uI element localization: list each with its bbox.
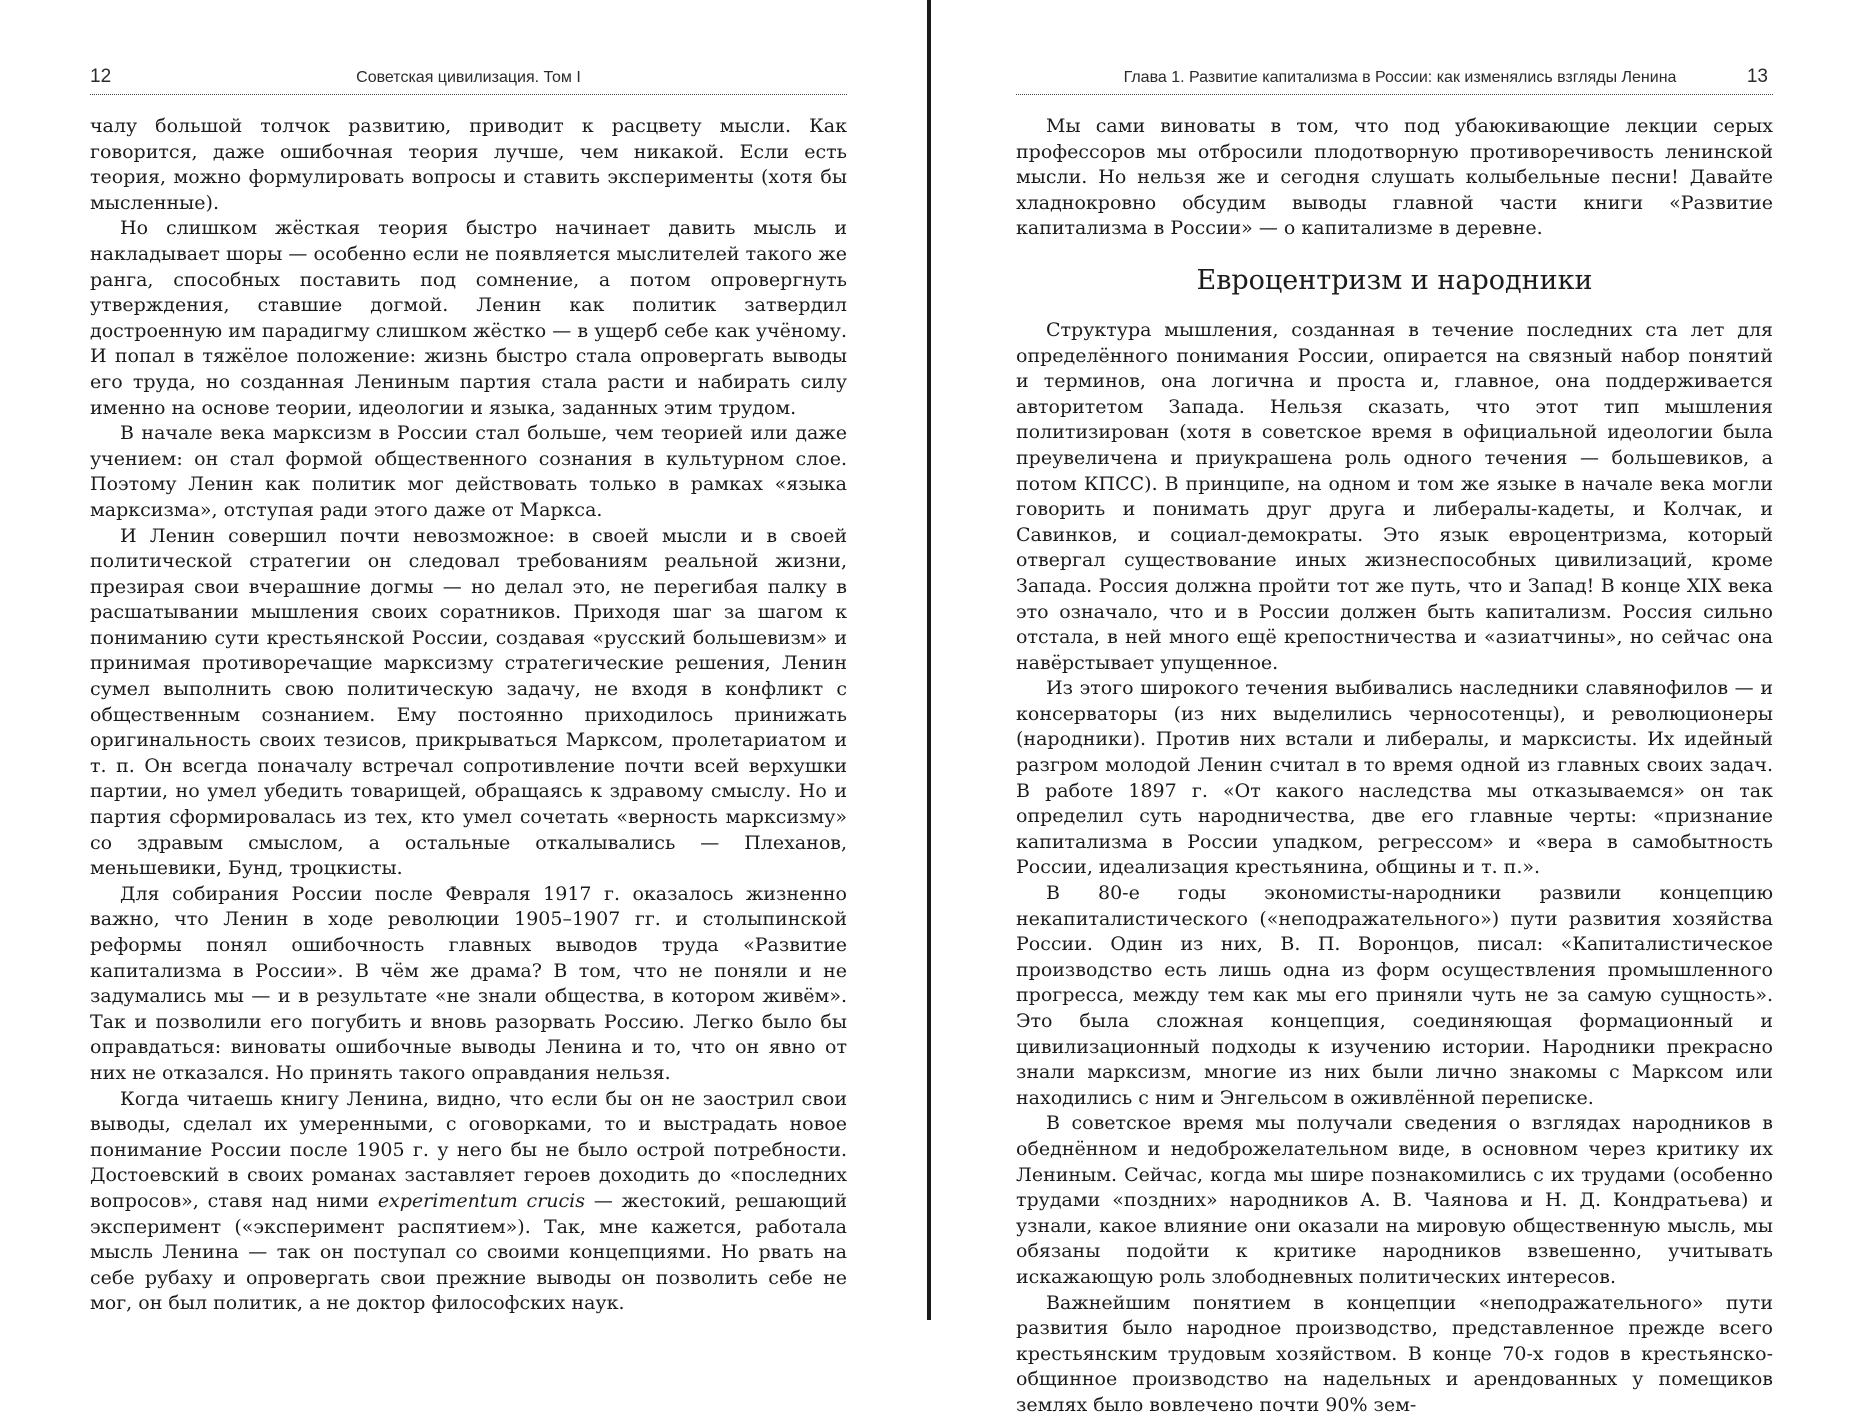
paragraph: Для собирания России после Февраля 1917 г. оказалось жизненно важно, что Ленин в ходе революции 1905–1907 гг. и столыпинской реформы понял ошибочность главных выводов труда «Развитие капитализма в России». В чём же драма? В том, что не поняли и не задумались мы — и в результате «не знали общества, в котором живём». Так и позволили его погубить и вновь разорвать Россию. Легко было бы оправдаться: виноваты ошибочные выводы Ленина и то, что он явно от них не отказался. Но принять такого оправдания нельзя. bbox=[90, 882, 847, 1084]
right-running-title: Глава 1. Развитие капитализма в России: как изменялись взгляды Ленина bbox=[1123, 69, 1677, 86]
section-heading: Евроцентризм и народники bbox=[1196, 264, 1593, 296]
paragraph: И Ленин совершил почти невозможное: в своей мысли и в своей политической стратегии он следовал требованиям реальной жизни, презирая свои вчерашние догмы — но делал это, не перегибая палку в расшатывании мышления своих соратников. Приходя шаг за шагом к пониманию сути крестьянской России, создавая «русский большевизм» и принимая противоречащие марксизму стратегические решения, Ленин сумел выполнить свою политическую задачу, не входя в конфликт с общественным сознанием. Ему постоянно приходилось принижать оригинальность своих тезисов, прикрываться Марксом, пролетариатом и т. п. Он всегда поначалу встречал сопротивление почти всей верхушки партии, но умел убедить товарищей, обращаясь к здравому смыслу. Но и партия сформировалась из тех, кто умел сочетать «верность марксизму» со здравым смыслом, а остальные откалывались — Плеханов, меньшевики, Бунд, троцкисты. bbox=[90, 524, 847, 880]
left-running-title: Советская цивилизация. Том I bbox=[356, 69, 581, 86]
paragraph-text: Когда читаешь книгу Ленина, видно, что если бы он не заострил свои выводы, сделал их умеренными, с оговорками, то и выстрадать новое понимание России после 1905 г. у него бы не было острой потребности. Достоевский в своих романах заставляет героев доходить до «последних вопросов», ставя над ними bbox=[90, 1087, 847, 1212]
latin-term: experimentum crucis bbox=[377, 1189, 585, 1212]
paragraph-text: — жестокий, решающий эксперимент («эксперимент распятием»). Так, мне кажется, работала мысль Ленина — так он поступал со своими концепциями. Но рвать на себе рубаху и опровергать свои прежние выводы он позволить себе не мог, он был политик, а не доктор философских наук. bbox=[90, 1189, 847, 1315]
paragraph: Но слишком жёсткая теория быстро начинает давить мысль и накладывает шоры — особенно если не появляется мыслителей такого же ранга, способных поставить под сомнение, а потом опровергнуть утверждения, ставшие догмой. Ленин как политик затвердил достроенную им парадигму слишком жёстко — в ущерб себе как учёному. И попал в тяжёлое положение: жизнь быстро стала опровергать выводы его труда, но созданная Лениным партия стала расти и набирать силу именно на основе теории, идеологии и языка, заданных этим трудом. bbox=[90, 217, 847, 419]
paragraph: Мы сами виноваты в том, что под убаюкивающие лекции серых профессоров мы отбросили плодотворную противоречивость ленинской мысли. Но нельзя же и сегодня слушать колыбельные песни! Давайте хладнокровно обсудим выводы главной части книги «Развитие капитализма в России» — о капитализме в деревне. bbox=[1016, 115, 1773, 240]
paragraph: В начале века марксизм в России стал больше, чем теорией или даже учением: он стал формой общественного сознания в культурном слое. Поэтому Ленин как политик мог действовать только в рамках «языка марксизма», отступая ради этого даже от Маркса. bbox=[90, 422, 847, 521]
left-page bbox=[90, 0, 847, 1320]
paragraph: В советское время мы получали сведения о взглядах народников в обеднённом и недоброжелательном виде, в основном через критику их Лениным. Сейчас, когда мы шире познакомились с их трудами (особенно трудами «поздних» народников А. В. Чаянова и Н. Д. Кондратьева) и узнали, какое влияние они оказали на мировую общественную мысль, мы обязаны подойти к критике народников взвешенно, учитывать искажающую роль злободневных политических интересов. bbox=[1016, 1112, 1773, 1288]
left-running-header bbox=[90, 64, 847, 95]
paragraph: чалу большой толчок развитию, приводит к расцвету мысли. Как говорится, даже ошибочная теория лучше, чем никакой. Если есть теория, можно формулировать вопросы и ставить эксперименты (хотя бы мысленные). bbox=[90, 115, 847, 214]
left-body-text bbox=[90, 114, 847, 1317]
paragraph bbox=[90, 1087, 847, 1317]
right-page-number: 13 bbox=[1746, 66, 1768, 87]
right-running-header bbox=[1016, 64, 1773, 95]
left-page-number: 12 bbox=[90, 66, 112, 87]
paragraph: В 80-е годы экономисты-народники развили концепцию некапиталистического («неподражательного») пути развития хозяйства России. Один из них, В. П. Воронцов, писал: «Капиталистическое производство есть лишь одна из форм осуществления промышленного прогресса, между тем как мы его приняли чуть не за самую сущность». Это была сложная концепция, соединяющая формационный и цивилизационный подходы к изучению истории. Народники прекрасно знали марксизм, многие из них были лично знакомы с Марксом или находились с ним и Энгельсом в оживлённой переписке. bbox=[1016, 882, 1773, 1109]
page-spread-divider bbox=[927, 0, 931, 1320]
right-page bbox=[1016, 0, 1773, 1416]
paragraph: Из этого широкого течения выбивались наследники славянофилов — и консерваторы (из них выделились черносотенцы), и революционеры (народники). Против них встали и либералы, и марксисты. Их идейный разгром молодой Ленин считал в то время одной из главных своих задач. В работе 1897 г. «От какого наследства мы отказываемся» он так определил суть народничества, две его главные черты: «признание капитализма в России упадком, регрессом» и «вера в самобытность России, идеализация крестьянина, общины и т. п.». bbox=[1016, 677, 1773, 879]
right-body-text bbox=[1016, 114, 1773, 1419]
paragraph: Структура мышления, созданная в течение последних ста лет для определённого понимания России, опирается на связный набор понятий и терминов, она логична и проста и, главное, она поддерживается авторитетом Запада. Нельзя сказать, что этот тип мышления политизирован (хотя в советское время в официальной идеологии была преувеличена и приукрашена роль одного течения — большевиков, а потом КПСС). В принципе, на одном и том же языке в начале века могли говорить и понимать друг друга и либералы-кадеты, и Колчак, и Савинков, и социал-демократы. Это язык евроцентризма, который отвергал существование иных жизнеспособных цивилизаций, кроме Запада. Россия должна пройти тот же путь, что и Запад! В конце XIX века это означало, что и в России должен быть капитализм. Россия сильно отстала, в ней много ещё крепостничества и «азиатчины», но сейчас она навёрстывает упущенное. bbox=[1016, 318, 1773, 674]
paragraph: Важнейшим понятием в концепции «неподражательного» пути развития было народное производство, представленное прежде всего крестьянским трудовым хозяйством. В конце 70-х годов в крестьянско-общинное производство на надельных и арендованных у помещиков землях было вовлечено почти 90% зем- bbox=[1016, 1291, 1773, 1416]
